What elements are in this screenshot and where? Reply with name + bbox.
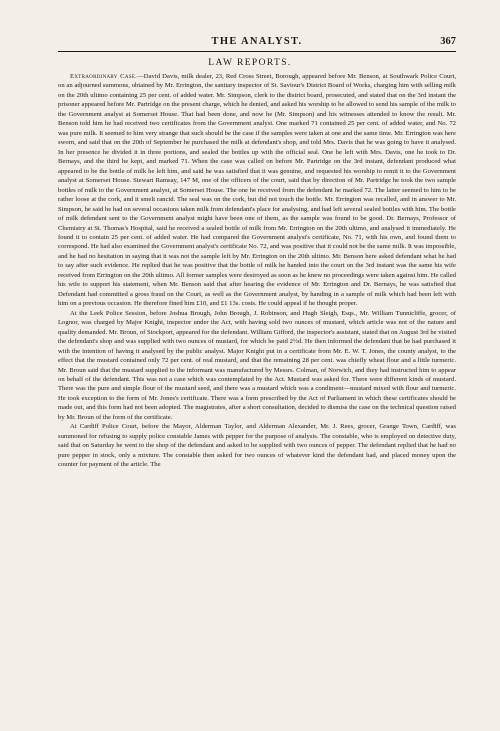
- paragraph-text: At the Leek Police Session, before Joshua Brough, John Brough, J. Robinson, and Hugh Sleigh, Esqs., Mr. William Tunnicliffe, grocer, of Lognor, was charged by Major Knight, inspector under the Act, with having sold two ounces of mustard, which article was not of the nature and quality demanded. Mr. Broun, of Stockport, appeared for the defendant. William Gifford, the inspector's assistant, stated that on August 3rd he visited the defendant's shop and was supplied with two ounces of mustard, for which he paid 2½d. He then informed the defendant that he had purchased it with the intention of having it analysed by the public analyst. Major Knight put in a certificate from Mr. E. W. T. Jones, the county analyst, to the effect that the mustard contained only 72 per cent. of real mustard, and that the remaining 28 per cent. was chiefly wheat flour and a little turmeric. Mr. Broun said that the mustard supplied to the informant was manufactured by Messrs. Colman, of Norwich, and they had instructed him to appear on behalf of the defendant. This was not a case which was contemplated by the Act. Mustard was asked for. There were different kinds of mustard. There was the pure and simple flour of the mustard seed, and there was a mustard which was a condiment—mustard mixed with flour and turmeric. He took exception to the form of Mr. Jones's certificate. There was a form prescribed by the Act of Parliament in which these certificates should be made out, and this form had not been adopted. The magistrates, after a short consultation, decided to dismiss the case on the technical question raised by Mr. Broun of the form of the certificate.: [58, 309, 456, 421]
- paragraph: [58, 422, 456, 469]
- journal-title: THE ANALYST.: [211, 36, 303, 47]
- paragraph-text: —David Davis, milk dealer, 23, Red Cross Street, Borough, appeared before Mr. Benson, at Southwark Police Court, on an adjourned summons, obtained by Mr. Errington, the sanitary inspector of St. Saviour's District Board of Works, charging him with selling milk on the 20th ultimo containing 25 per cent. of added water. Mr. Simpson, clerk to the district board, prosecuted, and stated that on the 3rd instant the prisoner appeared before Mr. Partridge on the present charge, which he denied, and asked his worship to be allowed to send his sample of the milk to the Government analyst at Somerset House. That had been done, and now he (Mr. Simpson) and his witnesses attended to know the result. Mr. Benson told him he had received two certificates from the Government analyst. One marked 71 contained 25 per cent. of added water, and No. 72 was pure milk. It seemed to him very strange that such should be the case if the samples were taken at one and the same time. Mr. Errington was here sworn, and said that on the 20th of September he purchased the milk at defendant's shop, and told Mrs. Davis that he was going to have it analysed. In her presence he divided it in three portions, and sealed the bottles up with the official seal. One he left with Mrs. Davis, one he took to Dr. Bernays, and the third he kept, and marked 71. When the case was called on before Mr. Partridge on the 3rd instant, defendant produced what appeared to be the bottle of milk he left him, and said he was satisfied that it was genuine, and requested his worship to remit it to the Government analyst at Somerset House. Stewart Ramsay, 147 M, one of the officers of the court, said that by direction of Mr. Partridge he took the two sample bottles of milk to the Government analyst, at Somerset House. The one he received from the defendant he marked 72. The latter seemed to him to be rather loose at the cork, and it smelt rancid. The seal was on the cork, but did not touch the bottle. Mr. Errington was recalled, and in answer to Mr. Simpson, he said he had on several occasions taken milk from defendant's place for analysing, and had left several sealed bottles with him. The bottle of milk defendant sent to the Government analyst might have been one of them, as the sample was found to be good. Dr. Bernays, Professor of Chemistry at St. Thomas's Hospital, said he received a sealed bottle of milk from Mr. Errington on the 20th ultimo, and analysed it immediately. He found it to contain 25 per cent. of added water. He had compared the Government analyst's certificate, No. 71, with his own, and found them to correspond. He had also examined the Government analyst's certificate No. 72, and was positive that it could not be the same milk. It was impossible, and he had no hesitation in saying that it was not the sample left by Mr. Errington on the 20th ultimo. Mr. Benson here asked defendant what he had to say after such evidence. He replied that he was positive that the bottle of milk he handed into the court on the 3rd instant was the same his wife received from Errington on the 20th ultimo. All former samples were destroyed as soon as he knew no proceedings were taken against him. He called his wife to support his statement, when Mr. Benson said that after hearing the evidence of Mr. Errington and Dr. Bernays, he was satisfied that Defendant had committed a gross fraud on the Court, as well as the Government analyst, by handing in a sample of milk which had been left with him on a previous occasion. He therefore fined him £10, and £1 13s. costs. He could appeal if he thought proper.: [58, 73, 456, 308]
- running-header: [58, 36, 456, 50]
- article-body: [58, 72, 456, 470]
- paragraph: [58, 309, 456, 423]
- page-number: 367: [440, 36, 456, 47]
- section-title: LAW REPORTS.: [208, 58, 292, 68]
- paragraph: [58, 72, 456, 309]
- header-rule: [58, 51, 456, 52]
- paragraph-lead: Extraordinary Case.: [70, 73, 138, 80]
- paragraph-text: At Cardiff Police Court, before the Mayor, Alderman Taylor, and Alderman Alexander, Mr. J. Rees, grocer, Grange Town, Cardiff, was summoned for refusing to supply police constable James with pepper for the purpose of analysis. The constable, who is employed on detective duty, said that on Saturday he went to the shop of the defendant and asked to be supplied with two ounces of pepper. The defendant replied that he had no pure pepper in stock, only a mixture. The constable then asked for two ounces of whatever kind the defendant had, and placed money upon the counter for payment of the article. The: [58, 423, 456, 469]
